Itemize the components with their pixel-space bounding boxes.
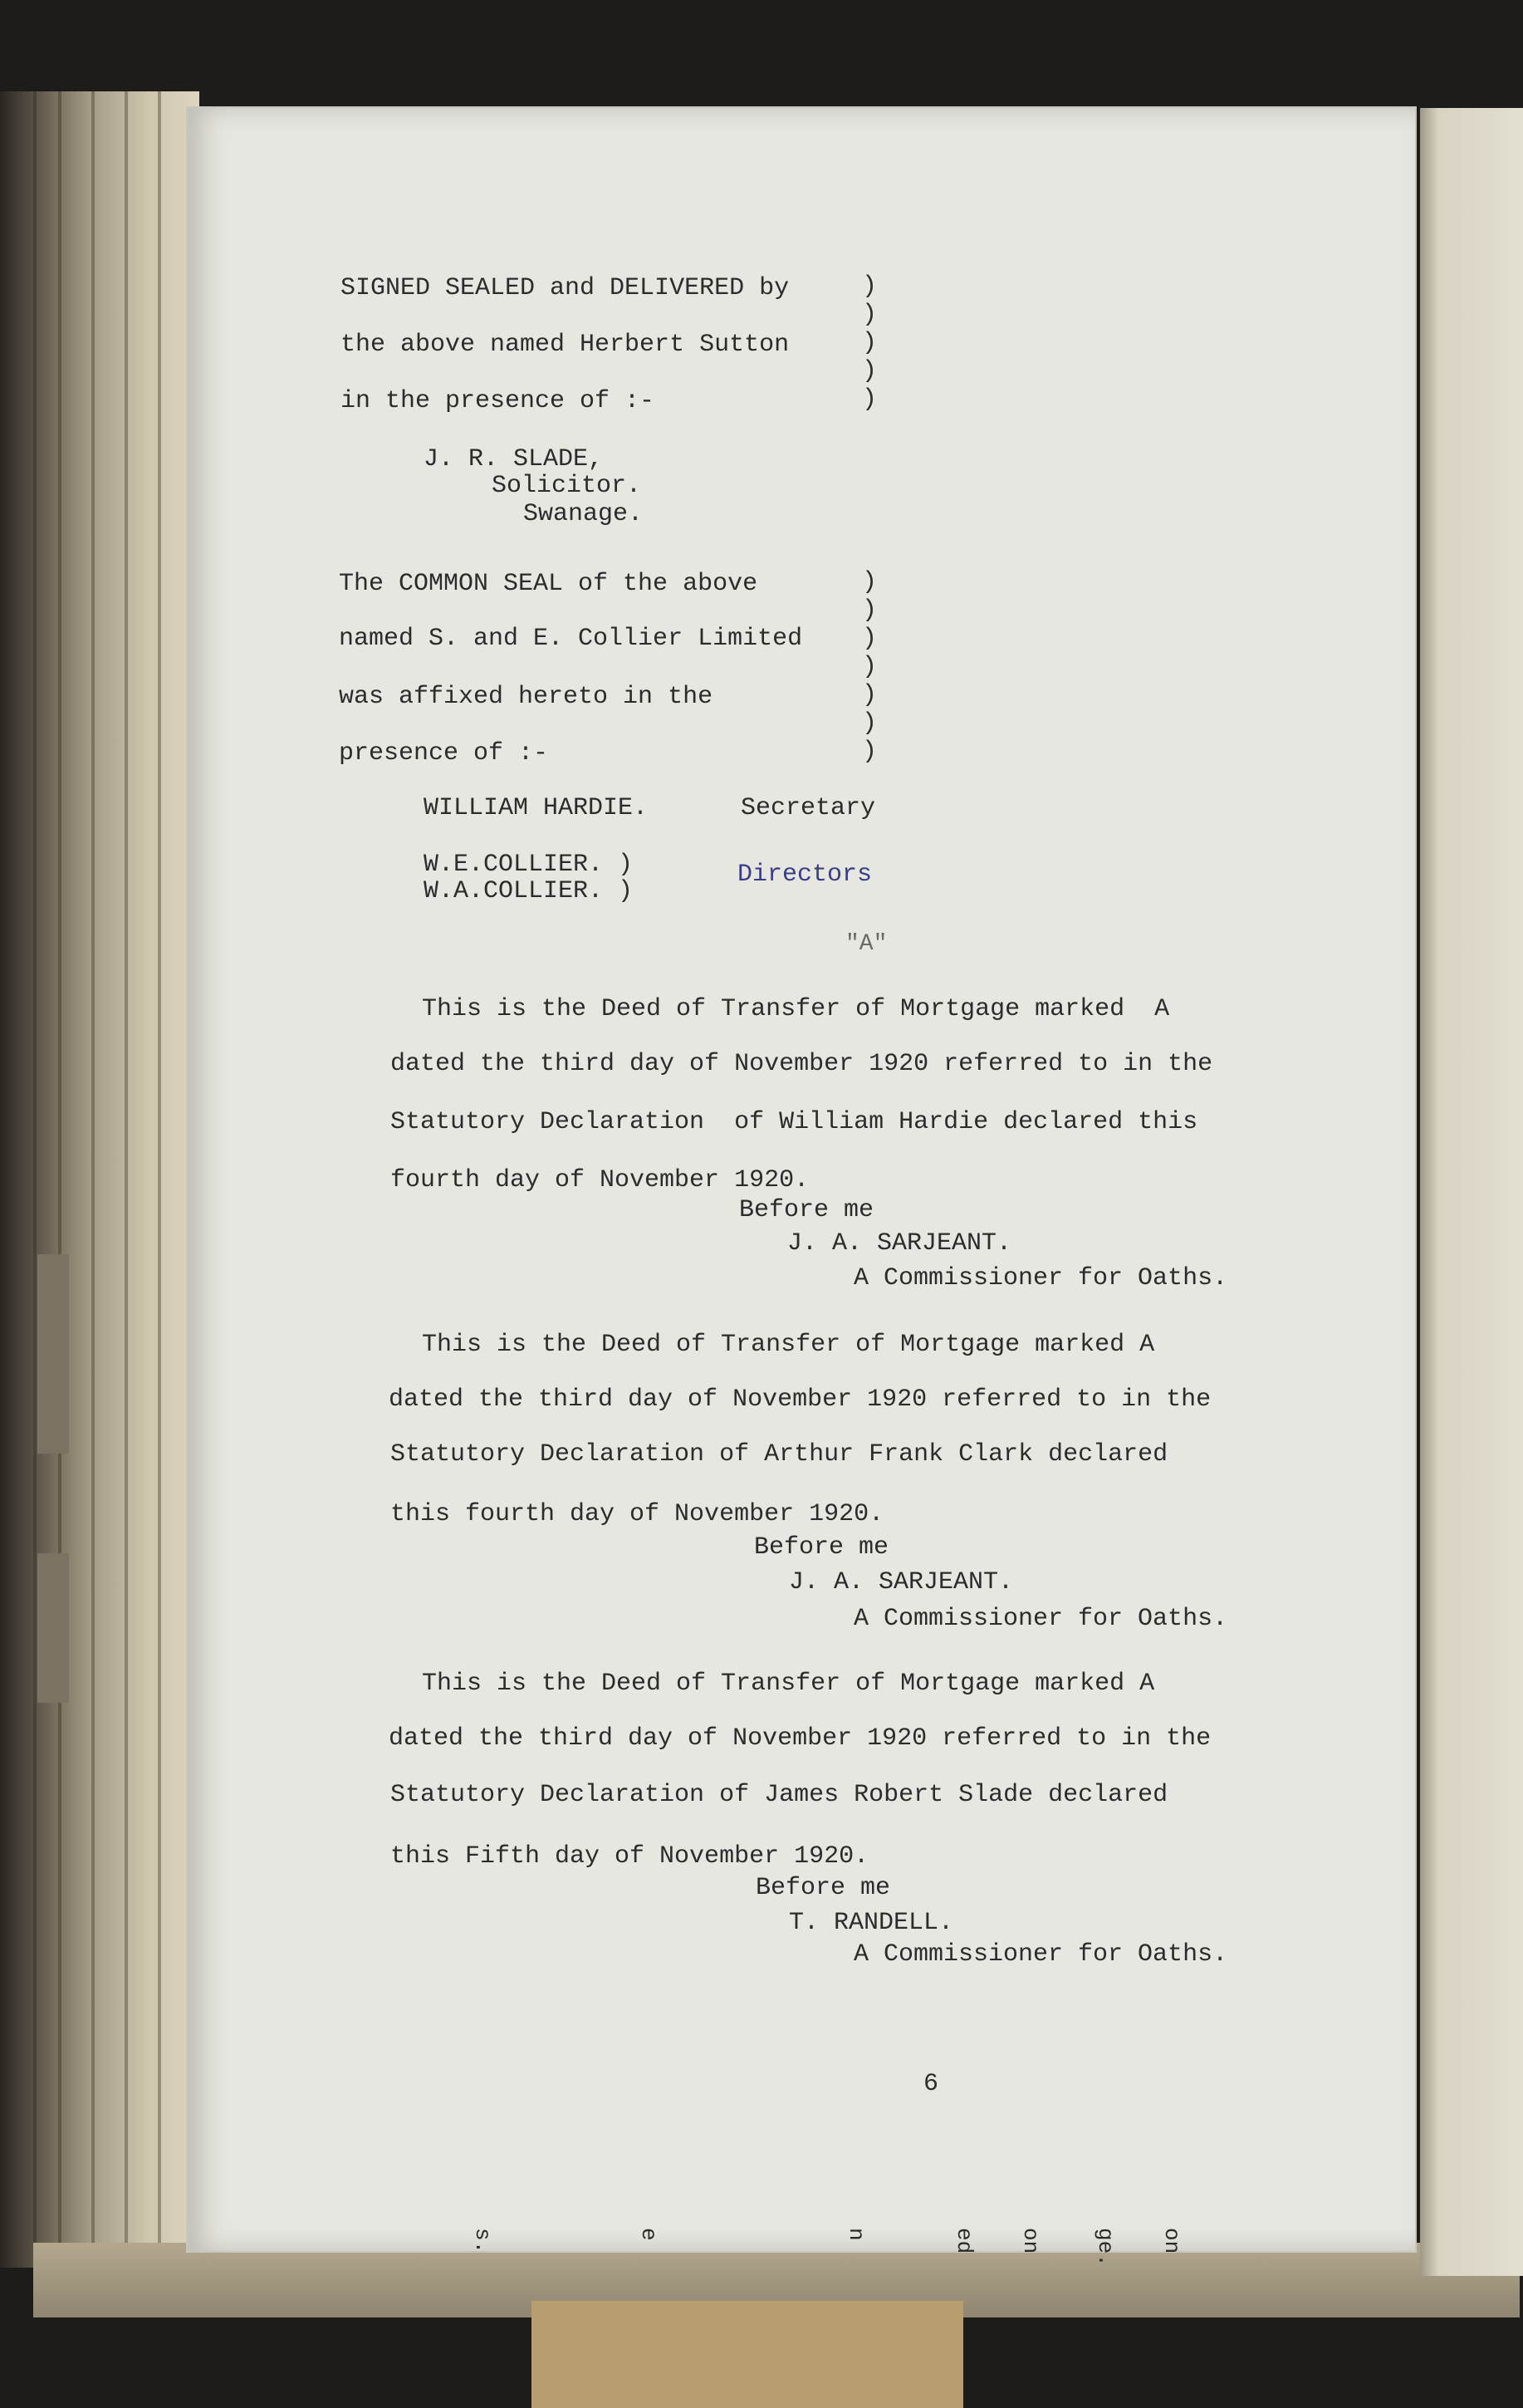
endorsement-line: Statutory Declaration of James Robert Slade declared (390, 1781, 1168, 1809)
witness-name: J. R. SLADE, (424, 445, 604, 473)
directors-role: Directors (737, 861, 873, 889)
page-number: 6 (923, 2070, 939, 2098)
endorsement-line: This is the Deed of Transfer of Mortgage marked A (422, 1331, 1155, 1359)
commissioner-title: A Commissioner for Oaths. (854, 1605, 1228, 1633)
endorsement-line: this fourth day of November 1920. (390, 1500, 884, 1528)
next-page-fragment: on (1018, 2228, 1043, 2254)
signature-line: in the presence of :- (340, 387, 655, 415)
bracket: ) ) ) ) ) ) ) (862, 568, 878, 766)
commissioner-title: A Commissioner for Oaths. (854, 1940, 1228, 1969)
witness-town: Swanage. (523, 500, 644, 528)
endorsement-line: This is the Deed of Transfer of Mortgage marked A (422, 1670, 1155, 1698)
endorsement-line: Statutory Declaration of Arthur Frank Clark declared (390, 1440, 1168, 1469)
commissioner-name: T. RANDELL. (789, 1909, 954, 1937)
endorsement-line: dated the third day of November 1920 referred to in the (390, 1050, 1213, 1078)
director-name: W.E.COLLIER. ) (424, 851, 634, 879)
bracket: ) ) ) ) ) (862, 272, 878, 414)
endorsement-line: This is the Deed of Transfer of Mortgage marked A (422, 995, 1170, 1023)
next-page-fragment: on (1159, 2228, 1184, 2254)
secretary-role: Secretary (741, 794, 876, 822)
before-me: Before me (756, 1874, 891, 1902)
seal-line: named S. and E. Collier Limited (339, 625, 803, 653)
endorsement-line: dated the third day of November 1920 referred to in the (389, 1385, 1212, 1414)
signature-line: SIGNED SEALED and DELIVERED by (340, 274, 790, 302)
commissioner-title: A Commissioner for Oaths. (854, 1264, 1228, 1292)
before-me: Before me (739, 1196, 874, 1224)
next-page-edge (1420, 108, 1523, 2276)
mark-letter: "A" (845, 931, 888, 957)
secretary-name: WILLIAM HARDIE. (424, 794, 649, 822)
endorsement-line: dated the third day of November 1920 referred to in the (389, 1724, 1212, 1753)
commissioner-name: J. A. SARJEANT. (787, 1229, 1012, 1258)
book-left-edge (0, 91, 199, 2268)
next-page-fragment: s. (470, 2228, 495, 2254)
seal-line: was affixed hereto in the (339, 683, 713, 711)
seal-line: The COMMON SEAL of the above (339, 570, 758, 598)
director-name: W.A.COLLIER. ) (424, 877, 634, 905)
seal-line: presence of :- (339, 739, 549, 768)
endorsement-line: fourth day of November 1920. (390, 1166, 810, 1194)
book-label (531, 2301, 963, 2408)
endorsement-line: Statutory Declaration of William Hardie declared this (390, 1108, 1198, 1136)
next-page-fragment: ed (952, 2228, 977, 2254)
endorsement-line: this Fifth day of November 1920. (390, 1842, 869, 1871)
witness-title: Solicitor. (492, 472, 642, 500)
next-page-fragment: e (636, 2228, 661, 2241)
next-page-fragment: n (844, 2228, 869, 2241)
before-me: Before me (754, 1533, 889, 1562)
signature-line: the above named Herbert Sutton (340, 331, 790, 359)
commissioner-name: J. A. SARJEANT. (789, 1568, 1014, 1596)
next-page-fragment: ge. (1093, 2228, 1118, 2267)
